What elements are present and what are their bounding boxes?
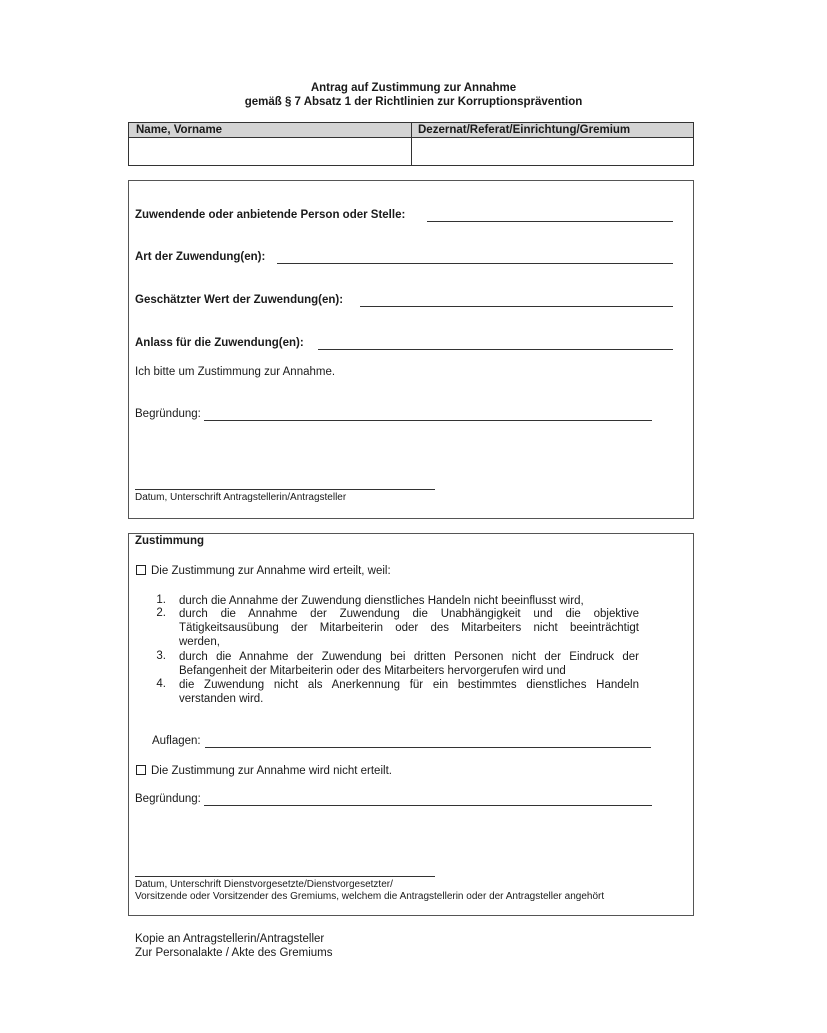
estimated-value-input-line[interactable] [360,306,673,307]
gift-type-input-line[interactable] [277,263,673,264]
reason-line: werden, [179,636,220,648]
name-column-header: Name, Vorname [136,124,223,136]
reason-line: verstanden wird. [179,693,264,705]
conditions-label: Auflagen: [152,735,201,747]
option-granted[interactable] [136,565,391,577]
option-denied-label: Die Zustimmung zur Annahme wird nicht erteilt. [151,765,392,777]
application-reason-input-line[interactable] [204,420,652,421]
footer-file-note: Zur Personalakte / Akte des Gremiums [135,947,333,959]
reason-number: 3. [156,650,166,662]
form-title-line1: Antrag auf Zustimmung zur Annahme [310,82,517,94]
supervisor-signature-line[interactable] [135,876,435,877]
reason-line: durch die Annahme der Zuwendung bei dritten Personen nicht der Eindruck der [179,651,639,663]
reason-line: durch die Annahme der Zuwendung dienstliches Handeln nicht beeinflusst wird, [179,595,584,607]
giver-input-line[interactable] [427,221,673,222]
name-field[interactable] [130,139,410,165]
occasion-label: Anlass für die Zuwendung(en): [135,337,304,349]
gift-type-label: Art der Zuwendung(en): [135,251,266,263]
reason-line: die Zuwendung nicht als Anerkennung für ein bestimmtes dienstliches Handeln [179,679,639,691]
conditions-input-line[interactable] [205,747,651,748]
applicant-signature-line[interactable] [135,489,435,490]
reason-line: Tätigkeitsausübung der Mitarbeiterin oder des Mitarbeiters nicht beeinträchtigt [179,622,639,634]
denied-checkbox[interactable] [136,765,146,775]
giver-label: Zuwendende oder anbietende Person oder Stelle: [135,209,406,221]
estimated-value-label: Geschätzter Wert der Zuwendung(en): [135,294,344,306]
option-granted-label: Die Zustimmung zur Annahme wird erteilt, weil: [151,565,391,577]
option-denied[interactable] [136,765,392,777]
reason-number: 2. [156,607,166,619]
reason-line: Befangenheit der Mitarbeiterin oder des Mitarbeiters hervorgerufen wird und [179,665,566,677]
approval-heading: Zustimmung [135,535,204,547]
approval-reason-label: Begründung: [135,793,201,805]
footer-copy-note: Kopie an Antragstellerin/Antragsteller [135,933,325,945]
supervisor-signature-caption: Vorsitzende oder Vorsitzender des Gremiums, welchem die Antragstellerin oder der Antragsteller angehört [135,891,605,902]
department-column-header: Dezernat/Referat/Einrichtung/Gremium [418,124,631,136]
reason-line: durch die Annahme der Zuwendung die Unabhängigkeit und die objektive [179,608,639,620]
reason-number: 4. [156,678,166,690]
supervisor-signature-caption: Datum, Unterschrift Dienstvorgesetzte/Dienstvorgesetzter/ [135,879,393,890]
form-title-line2: gemäß § 7 Absatz 1 der Richtlinien zur Korruptionsprävention [244,96,583,108]
approval-section [128,533,694,916]
table-divider [411,123,412,165]
department-field[interactable] [413,139,693,165]
applicant-signature-caption: Datum, Unterschrift Antragstellerin/Antragsteller [135,492,347,503]
request-text: Ich bitte um Zustimmung zur Annahme. [135,366,336,378]
approval-reason-input-line[interactable] [204,805,652,806]
granted-checkbox[interactable] [136,565,146,575]
occasion-input-line[interactable] [318,349,673,350]
application-reason-label: Begründung: [135,408,201,420]
reason-number: 1. [156,594,166,606]
applicant-info-table [128,122,694,166]
